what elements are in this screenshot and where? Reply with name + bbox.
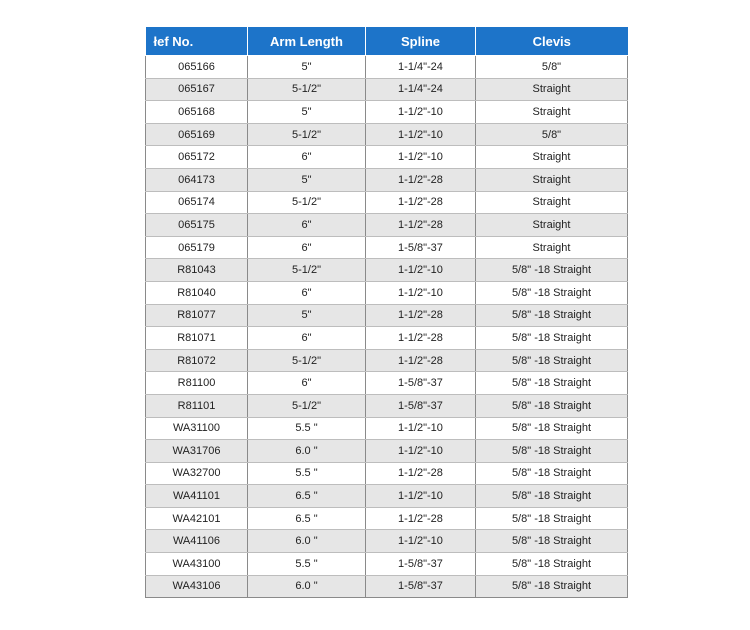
table-header: [146, 27, 628, 56]
cell-spline: 1-1/2"-28: [366, 462, 476, 485]
cell-arm-length: 6.0 ": [248, 575, 366, 598]
cell-spline: 1-1/2"-10: [366, 440, 476, 463]
cell-spline: 1-5/8"-37: [366, 236, 476, 259]
table-row: [146, 575, 628, 598]
table-row: [146, 372, 628, 395]
cell-arm-length: 5-1/2": [248, 191, 366, 214]
cell-ref-no: 065166: [146, 56, 248, 79]
cell-ref-no: 065169: [146, 123, 248, 146]
cell-ref-no: WA32700: [146, 462, 248, 485]
header-row: [146, 27, 628, 56]
cell-clevis: 5/8" -18 Straight: [476, 575, 628, 598]
cell-arm-length: 5.5 ": [248, 417, 366, 440]
cell-clevis: Straight: [476, 146, 628, 169]
table-row: [146, 191, 628, 214]
cell-ref-no: 065175: [146, 214, 248, 237]
cell-spline: 1-1/2"-28: [366, 327, 476, 350]
cell-arm-length: 5.5 ": [248, 553, 366, 576]
header-ref-no: łef No.: [146, 27, 248, 56]
cell-arm-length: 5": [248, 101, 366, 124]
cell-ref-no: WA42101: [146, 507, 248, 530]
cell-ref-no: 065168: [146, 101, 248, 124]
cell-clevis: 5/8" -18 Straight: [476, 327, 628, 350]
table-row: [146, 281, 628, 304]
table-row: [146, 417, 628, 440]
cell-clevis: Straight: [476, 168, 628, 191]
table-body: [146, 56, 628, 598]
table-row: [146, 349, 628, 372]
cell-clevis: 5/8": [476, 56, 628, 79]
cell-ref-no: WA41101: [146, 485, 248, 508]
cell-arm-length: 6": [248, 214, 366, 237]
cell-clevis: 5/8" -18 Straight: [476, 553, 628, 576]
cell-arm-length: 5-1/2": [248, 259, 366, 282]
cell-clevis: 5/8" -18 Straight: [476, 259, 628, 282]
table-row: [146, 440, 628, 463]
cell-spline: 1-5/8"-37: [366, 394, 476, 417]
table-row: [146, 259, 628, 282]
cell-arm-length: 5-1/2": [248, 394, 366, 417]
cell-spline: 1-1/4"-24: [366, 56, 476, 79]
cell-spline: 1-1/2"-10: [366, 530, 476, 553]
cell-clevis: 5/8" -18 Straight: [476, 417, 628, 440]
cell-arm-length: 6": [248, 146, 366, 169]
cell-clevis: 5/8" -18 Straight: [476, 507, 628, 530]
header-clevis: Clevis: [476, 27, 628, 56]
cell-spline: 1-5/8"-37: [366, 553, 476, 576]
cell-spline: 1-1/2"-28: [366, 304, 476, 327]
table-row: [146, 485, 628, 508]
cell-ref-no: R81077: [146, 304, 248, 327]
cell-clevis: 5/8" -18 Straight: [476, 349, 628, 372]
cell-clevis: 5/8" -18 Straight: [476, 281, 628, 304]
cell-spline: 1-1/2"-28: [366, 214, 476, 237]
table-row: [146, 553, 628, 576]
cell-spline: 1-1/2"-10: [366, 485, 476, 508]
table-row: [146, 56, 628, 79]
cell-spline: 1-1/2"-10: [366, 417, 476, 440]
cell-ref-no: R81040: [146, 281, 248, 304]
cell-ref-no: R81043: [146, 259, 248, 282]
cell-clevis: Straight: [476, 214, 628, 237]
header-arm-length: Arm Length: [248, 27, 366, 56]
table-row: [146, 507, 628, 530]
cell-arm-length: 6.5 ": [248, 485, 366, 508]
cell-spline: 1-1/2"-28: [366, 349, 476, 372]
cell-clevis: Straight: [476, 78, 628, 101]
cell-ref-no: WA43100: [146, 553, 248, 576]
cell-arm-length: 6.5 ": [248, 507, 366, 530]
table-row: [146, 327, 628, 350]
cell-clevis: 5/8" -18 Straight: [476, 394, 628, 417]
table-row: [146, 78, 628, 101]
cell-spline: 1-1/2"-10: [366, 259, 476, 282]
cell-spline: 1-1/4"-24: [366, 78, 476, 101]
cell-spline: 1-1/2"-28: [366, 191, 476, 214]
cell-spline: 1-1/2"-28: [366, 507, 476, 530]
cell-spline: 1-1/2"-10: [366, 281, 476, 304]
cell-ref-no: R81101: [146, 394, 248, 417]
cell-clevis: 5/8" -18 Straight: [476, 485, 628, 508]
table-row: [146, 123, 628, 146]
cell-ref-no: R81071: [146, 327, 248, 350]
cell-spline: 1-5/8"-37: [366, 575, 476, 598]
table-row: [146, 304, 628, 327]
cell-ref-no: 065172: [146, 146, 248, 169]
table-row: [146, 530, 628, 553]
table-row: [146, 146, 628, 169]
cell-ref-no: 065179: [146, 236, 248, 259]
cell-ref-no: 065174: [146, 191, 248, 214]
cell-arm-length: 5": [248, 56, 366, 79]
cell-ref-no: WA41106: [146, 530, 248, 553]
cell-ref-no: R81100: [146, 372, 248, 395]
cell-clevis: 5/8" -18 Straight: [476, 372, 628, 395]
cell-arm-length: 6": [248, 327, 366, 350]
cell-ref-no: WA43106: [146, 575, 248, 598]
cell-arm-length: 6.0 ": [248, 530, 366, 553]
spec-table: [145, 27, 628, 598]
cell-spline: 1-5/8"-37: [366, 372, 476, 395]
table-row: [146, 214, 628, 237]
header-spline: Spline: [366, 27, 476, 56]
cell-clevis: 5/8" -18 Straight: [476, 440, 628, 463]
cell-clevis: Straight: [476, 101, 628, 124]
cell-ref-no: 064173: [146, 168, 248, 191]
cell-arm-length: 5": [248, 168, 366, 191]
cell-clevis: 5/8": [476, 123, 628, 146]
cell-arm-length: 6": [248, 281, 366, 304]
cell-arm-length: 5-1/2": [248, 349, 366, 372]
cell-arm-length: 5-1/2": [248, 78, 366, 101]
table-row: [146, 394, 628, 417]
cell-arm-length: 5": [248, 304, 366, 327]
cell-arm-length: 5.5 ": [248, 462, 366, 485]
table-row: [146, 462, 628, 485]
spec-table-container: [145, 27, 627, 598]
cell-arm-length: 5-1/2": [248, 123, 366, 146]
cell-clevis: 5/8" -18 Straight: [476, 304, 628, 327]
cell-ref-no: WA31706: [146, 440, 248, 463]
cell-ref-no: WA31100: [146, 417, 248, 440]
table-row: [146, 168, 628, 191]
cell-spline: 1-1/2"-10: [366, 146, 476, 169]
cell-spline: 1-1/2"-10: [366, 123, 476, 146]
cell-spline: 1-1/2"-28: [366, 168, 476, 191]
cell-clevis: Straight: [476, 191, 628, 214]
cell-arm-length: 6.0 ": [248, 440, 366, 463]
table-row: [146, 236, 628, 259]
cell-spline: 1-1/2"-10: [366, 101, 476, 124]
table-row: [146, 101, 628, 124]
cell-clevis: Straight: [476, 236, 628, 259]
cell-arm-length: 6": [248, 372, 366, 395]
cell-arm-length: 6": [248, 236, 366, 259]
cell-clevis: 5/8" -18 Straight: [476, 530, 628, 553]
cell-ref-no: 065167: [146, 78, 248, 101]
cell-clevis: 5/8" -18 Straight: [476, 462, 628, 485]
cell-ref-no: R81072: [146, 349, 248, 372]
